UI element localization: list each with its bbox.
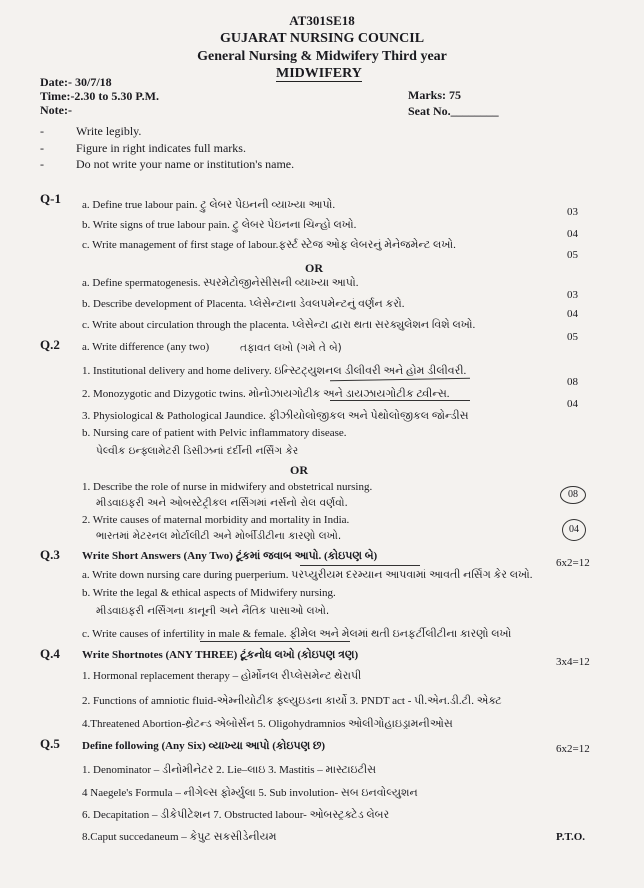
q1-alt-item: c. Write about circulation through the placenta. પ્લેસેન્ટા દ્વારા થતા સરક્યુલેશન વિશે લખો. [82,319,476,331]
q4-heading: Write Shortnotes (ANY THREE) ટૂંકનોધ લખો (કોઇપણ ત્રણ) [82,649,359,661]
q1-mark: 03 [567,206,578,218]
total-marks: Marks: 75 [408,88,461,102]
q1-item: c. Write management of first stage of labour.ફર્સ્ટ સ્ટેજ ઓફ લેબરનું મેનેજમેન્ટ લખો. [82,239,456,251]
q2-item: 3. Physiological & Pathological Jaundice. ફીઝીયોલોજીકલ અને પેથોલોજીકલ જોન્ડીસ [82,410,469,422]
q1-mark: 05 [567,249,578,261]
exam-date: Date:- 30/7/18 [40,75,112,89]
note-item: Do not write your name or institution's name. [76,157,295,171]
pen-underline [300,565,420,566]
handwritten-mark: 04 [562,519,586,541]
q4-label: Q.4 [40,646,60,661]
q1-alt-item: a. Define spermatogenesis. સ્પરમેટોજીનેસીસની વ્યાખ્યા આપો. [82,277,359,289]
q5-item: 8.Caput succedaneum – કેપુટ સકસીડેનીયમ [82,831,277,843]
q1-mark: 04 [567,228,578,240]
q2-item: 1. Institutional delivery and home delivery. ઇન્સ્ટિટ્યુશનલ ડીલીવરી અને હોમ ડીલીવરી. [82,365,467,377]
q1-item: b. Write signs of true labour pain. ટ્રુ લેબર પેઇનના ચિન્હો લખો. [82,219,357,231]
subject-title: MIDWIFERY [276,66,362,81]
bullet: - [40,141,44,155]
q3-item: b. Write the legal & ethical aspects of Midwifery nursing. [82,587,336,599]
q3-label: Q.3 [40,547,60,562]
q2-alt-item-guj: ભારતમાં મેટરનલ મોર્ટાલીટી અને મોર્બીડીટીના કારણો લખો. [96,530,342,542]
course-name: General Nursing & Midwifery Third year [197,49,447,64]
q2-heading-guj: તફાવત લખો (ગમે તે બે) [240,342,342,354]
q2-mark: 08 [567,376,578,388]
note-item: Figure in right indicates full marks. [76,141,246,155]
q2-alt-item: 1. Describe the role of nurse in midwifery and obstetrical nursing. [82,481,373,493]
q2-mark: 04 [567,398,578,410]
or-divider: OR [305,261,323,275]
q1-mark: 05 [567,331,578,343]
q2-b: b. Nursing care of patient with Pelvic inflammatory disease. [82,427,347,439]
page-turn: P.T.O. [556,831,586,843]
q2-heading: a. Write difference (any two) [82,341,210,353]
q4-item: 2. Functions of amniotic fluid-એમ્નીયોટીક ફ્લ્યુઇડના કાર્યો 3. PNDT act - પી.એન.ડી.ટી. એક્ટ [82,695,502,707]
handwritten-mark: 08 [560,486,586,504]
q5-heading: Define following (Any Six) વ્યાખ્યા આપો (કોઇપણ છ) [82,740,326,752]
q2-item: 2. Monozygotic and Dizygotic twins. મોનોઝાયગોટીક અને ડાયઝાયગોટીક ટ્વીન્સ. [82,388,450,400]
q5-item: 4 Naegele's Formula – નીગેલ્સ ફોર્મ્યુલા 5. Sub involution- સબ ઇનવોલ્યુશન [82,787,418,799]
q1-mark: 03 [567,289,578,301]
q5-item: 1. Denominator – ડીનોમીનેટર 2. Lie–લાઇ 3. Mastitis – માસ્ટાઇટીસ [82,764,377,776]
q2-b-guj: પેલ્વીક ઇન્ફ્લામેટરી ડિસીઝનાં દર્દીની નર્સિંગ કેર [96,445,299,457]
q2-alt-item-guj: મીડવાઇફરી અને ઓબસ્ટેટ્રીકલ નર્સિંગમાં નર્સનો રોલ વર્ણવો. [96,497,348,509]
or-divider: OR [290,463,308,477]
pen-underline [330,400,470,401]
note-label: Note:- [40,103,72,117]
q4-item: 1. Hormonal replacement therapy – હોર્મોનલ રીપ્લેસમેન્ટ થેરાપી [82,670,362,682]
q3-item: c. Write causes of infertility in male & female. ફીમેલ અને મેલમાં થતી ઇનફર્ટીલીટીના કારણો લખો [82,628,512,640]
q2-label: Q.2 [40,337,60,352]
pen-underline [330,378,470,381]
bullet: - [40,124,44,138]
q4-marks: 3x4=12 [556,656,590,668]
q5-marks: 6x2=12 [556,743,590,755]
paper-code: AT301SE18 [289,13,355,28]
q2-alt-item: 2. Write causes of maternal morbidity and mortality in India. [82,514,350,526]
seat-number: Seat No.________ [408,104,499,118]
q1-item: a. Define true labour pain. ટ્રુ લેબર પેઇનની વ્યાખ્યા આપો. [82,199,336,211]
council-name: GUJARAT NURSING COUNCIL [219,31,425,46]
exam-time: Time:-2.30 to 5.30 P.M. [40,89,159,103]
q1-label: Q-1 [40,191,61,206]
q1-mark: 04 [567,308,578,320]
q3-heading: Write Short Answers (Any Two) ટૂંકમાં જવાબ આપો. (કોઇપણ બે) [82,550,378,562]
note-item: Write legibly. [76,124,142,138]
q3-item: a. Write down nursing care during puerperium. પરપ્યુરીયમ દરમ્યાન આપવામાં આવતી નર્સિંગ કેર લખો. [82,569,533,581]
pen-underline [200,641,350,642]
q3-item-guj: મીડવાઇફરી નર્સિંગના કાનૂની અને નૈતિક પાસાઓ લખો. [96,605,330,617]
q3-marks: 6x2=12 [556,557,590,569]
q5-item: 6. Decapitation – ડીકેપીટેશન 7. Obstructed labour- ઓબસ્ટ્રક્ટેડ લેબર [82,809,390,821]
q1-alt-item: b. Describe development of Placenta. પ્લેસેન્ટાના ડેવલપમેન્ટનું વર્ણન કરો. [82,298,405,310]
bullet: - [40,157,44,171]
q5-label: Q.5 [40,736,60,751]
q4-item: 4.Threatened Abortion-થ્રેટન્ડ એબોર્સન 5. Oligohydramnios ઓલીગોહાઇડ્રામનીઓસ [82,718,453,730]
